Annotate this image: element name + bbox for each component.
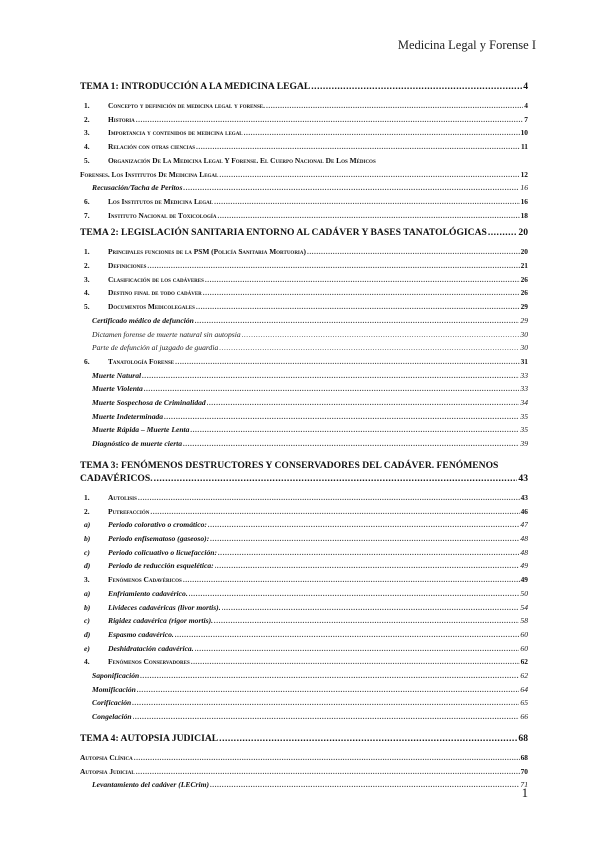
toc-chapter-2[interactable] [80, 226, 528, 239]
toc-subentry[interactable]: Recusación/Tacha de Peritos ..... 16 [80, 181, 528, 195]
chapter-title: TEMA 4: AUTOPSIA JUDICIAL [80, 732, 219, 744]
toc-entry[interactable]: 6. Tanatología Forense ..... 31 [80, 355, 528, 369]
toc-entry[interactable]: 6. Los Institutos de Medicina Legal ..... 16 [80, 195, 528, 209]
toc-subentry[interactable]: Certificado médico de defunción ..... 29 [80, 314, 528, 328]
toc-subentry[interactable]: Diagnóstico de muerte cierta ..... 39 [80, 437, 528, 451]
toc-subentry[interactable]: Momificación ..... 64 [80, 683, 528, 697]
toc-subentry[interactable]: Muerte Sospechosa de Criminalidad ..... 34 [80, 396, 528, 410]
toc-entry[interactable]: 2. Definiciones ..... 21 [80, 259, 528, 273]
toc-subentry[interactable]: d) Periodo de reducción esquelética: ..... 49 [80, 559, 528, 573]
toc-entry[interactable]: Autopsia Clínica ..... 68 [80, 751, 528, 765]
toc-subentry[interactable]: Muerte Natural ..... 33 [80, 369, 528, 383]
toc-entry[interactable]: 1. Autolisis ..... 43 [80, 491, 528, 505]
toc-entry[interactable]: 2. Putrefacción ..... 46 [80, 505, 528, 519]
toc-entry[interactable]: 4. Fenómenos Conservadores ..... 62 [80, 655, 528, 669]
chapter-title: TEMA 3: FENÓMENOS DESTRUCTORES Y CONSERVADORES DEL CADÁVER. FENÓMENOS [80, 459, 499, 471]
toc-subentry[interactable]: Muerte Violenta ..... 33 [80, 382, 528, 396]
toc-subentry[interactable]: Congelación ..... 66 [80, 710, 528, 724]
chapter-page: 68 [518, 732, 528, 744]
toc-entry[interactable]: 3. Importancia y contenidos de medicina legal ..... 10 [80, 126, 528, 140]
chapter-title: TEMA 2: LEGISLACIÓN SANITARIA ENTORNO AL CADÁVER Y BASES TANATOLÓGICAS [80, 227, 487, 239]
toc-entry-wrapped[interactable]: 5. Organización De La Medicina Legal Y Forense. El Cuerpo Nacional De Los Médicos Forenses. Los Institutos De Medicina Legal ..... 12 [80, 154, 528, 181]
toc-subentry[interactable]: Levantamiento del cadáver (LECrim) ..... 71 [80, 778, 528, 792]
page-number: 1 [521, 786, 528, 800]
toc-subentry[interactable]: a) Periodo colorativo o cromático: ..... 47 [80, 518, 528, 532]
toc-chapter-4[interactable] [80, 732, 528, 745]
chapter-page: 4 [523, 81, 528, 92]
toc-entry[interactable]: 2. Historia ..... 7 [80, 113, 528, 127]
toc-entry[interactable]: 7. Instituto Nacional de Toxicología ..... 18 [80, 209, 528, 223]
chapter-page: 43 [518, 472, 528, 484]
toc-entry[interactable]: 3. Clasificación de los cadáveres ..... 26 [80, 273, 528, 287]
table-of-contents [80, 80, 528, 792]
toc-subentry[interactable]: Corificación ..... 65 [80, 696, 528, 710]
toc-entry[interactable]: 4. Relación con otras ciencias ..... 11 [80, 140, 528, 154]
toc-subentry[interactable]: Saponificación ..... 62 [80, 669, 528, 683]
toc-subentry[interactable]: c) Periodo colicuativo o licuefacción: ..... 48 [80, 546, 528, 560]
chapter-page: 20 [518, 227, 528, 239]
toc-chapter-3[interactable]: TEMA 3: FENÓMENOS DESTRUCTORES Y CONSERVADORES DEL CADÁVER. FENÓMENOS CADAVÉRICOS. ..... 43 [80, 459, 528, 485]
toc-entry[interactable]: 1. Principales funciones de la PSM (Policía Sanitaria Mortuoria) ..... 20 [80, 245, 528, 259]
toc-chapter-1[interactable] [80, 80, 528, 93]
toc-subentry[interactable]: e) Deshidratación cadavérica. ..... 60 [80, 642, 528, 656]
toc-entry[interactable]: 5. Documentos Medicolegales ..... 29 [80, 300, 528, 314]
toc-subentry[interactable]: c) Rigidez cadavérica (rigor mortis). ..... 58 [80, 614, 528, 628]
toc-entry[interactable]: 4. Destino final de todo cadáver ..... 26 [80, 286, 528, 300]
toc-entry[interactable]: 3. Fenómenos Cadavéricos ..... 49 [80, 573, 528, 587]
toc-entry[interactable]: 1. Concepto y definición de medicina legal y forense. ..... 4 [80, 99, 528, 113]
toc-subentry[interactable]: Parte de defunción al juzgado de guardia ..... 30 [80, 341, 528, 355]
toc-entry[interactable]: Autopsia Judicial ..... 70 [80, 765, 528, 779]
toc-subentry[interactable]: b) Periodo enfisematoso (gaseoso): ..... 48 [80, 532, 528, 546]
running-header: Medicina Legal y Forense I [397, 38, 536, 52]
toc-subentry[interactable]: d) Espasmo cadavérico. ..... 60 [80, 628, 528, 642]
toc-subentry[interactable]: b) Livideces cadavéricas (livor mortis). ..... 54 [80, 601, 528, 615]
toc-subentry[interactable]: Muerte Indeterminada ..... 35 [80, 410, 528, 424]
chapter-title: TEMA 1: INTRODUCCIÓN A LA MEDICINA LEGAL [80, 81, 311, 92]
toc-subentry[interactable]: Dictamen forense de muerte natural sin autopsia ..... 30 [80, 328, 528, 342]
toc-subentry[interactable]: a) Enfriamiento cadavérico. ..... 50 [80, 587, 528, 601]
toc-subentry[interactable]: Muerte Rápida – Muerte Lenta ..... 35 [80, 423, 528, 437]
